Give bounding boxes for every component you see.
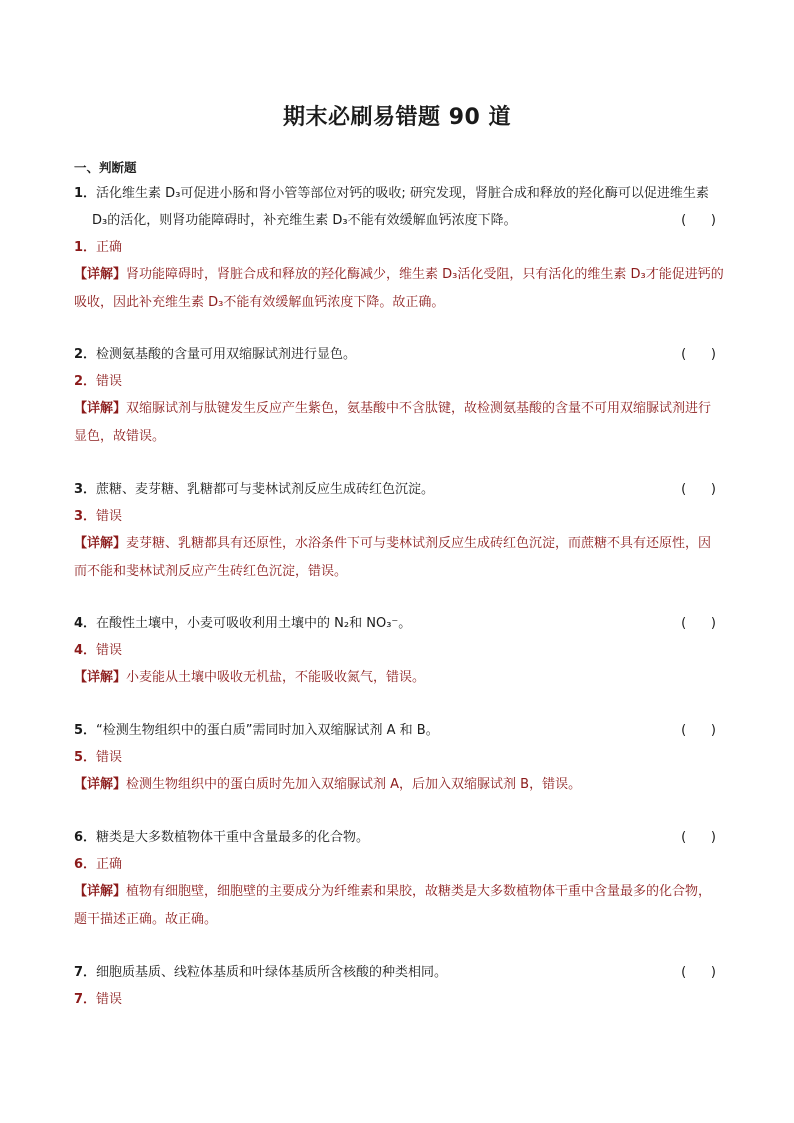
question-text: 检测氨基酸的含量可用双缩脲试剂进行显色。 [96, 347, 357, 362]
answer-number: 2． [74, 374, 97, 389]
question-3 [74, 476, 724, 503]
answer-text: 错误 [96, 992, 123, 1007]
question-text: 活化维生素 D₃可促进小肠和肾小管等部位对钙的吸收; 研究发现，肾脏合成和释放的羟化酶可以促进维生素 D₃的活化，则肾功能障碍时，补充维生素 D₃不能有效缓解血钙浓度下降。 [92, 186, 709, 228]
answer-text: 错误 [96, 750, 123, 765]
answer-number: 1． [74, 240, 97, 255]
question-6 [74, 824, 724, 851]
page-title: 期末必刷易错题 90 道 [283, 105, 511, 130]
question-number: 6． [74, 830, 97, 845]
answer-paren: ( ) [681, 482, 716, 497]
question-2 [74, 341, 724, 368]
answer-7 [74, 986, 724, 1013]
section-heading: 一、判断题 [74, 160, 137, 175]
answer-text: 错误 [96, 509, 123, 524]
question-block-1 [74, 180, 724, 317]
detail-text: 麦芽糖、乳糖都具有还原性，水浴条件下可与斐林试剂反应生成砖红色沉淀，而蔗糖不具有还原性，因而不能和斐林试剂反应产生砖红色沉淀，错误。 [74, 536, 712, 579]
answer-paren: ( ) [681, 830, 716, 845]
answer-paren: ( ) [681, 616, 716, 631]
detail-tag: 【详解】 [74, 777, 127, 792]
question-number: 4． [74, 616, 97, 631]
detail-text: 检测生物组织中的蛋白质时先加入双缩脲试剂 A，后加入双缩脲试剂 B，错误。 [126, 777, 582, 792]
question-number: 5． [74, 723, 97, 738]
answer-paren: ( ) [681, 965, 716, 980]
detail-6 [74, 878, 724, 934]
question-block-4 [74, 610, 724, 692]
detail-4 [74, 664, 724, 692]
answer-2 [74, 368, 724, 395]
question-number: 1． [74, 186, 97, 201]
question-5 [74, 717, 724, 744]
question-number: 3． [74, 482, 97, 497]
answer-6 [74, 851, 724, 878]
answer-paren: ( ) [681, 723, 716, 738]
detail-tag: 【详解】 [74, 536, 127, 551]
answer-number: 3． [74, 509, 97, 524]
question-text: “检测生物组织中的蛋白质”需同时加入双缩脲试剂 A 和 B。 [96, 723, 439, 738]
answer-paren: ( ) [681, 347, 716, 362]
detail-5 [74, 771, 724, 799]
answer-3 [74, 503, 724, 530]
question-block-6 [74, 824, 724, 934]
answer-text: 错误 [96, 374, 123, 389]
detail-2 [74, 395, 724, 451]
detail-tag: 【详解】 [74, 267, 127, 282]
question-block-3 [74, 476, 724, 586]
answer-5 [74, 744, 724, 771]
answer-number: 7． [74, 992, 97, 1007]
question-text: 细胞质基质、线粒体基质和叶绿体基质所含核酸的种类相同。 [96, 965, 448, 980]
detail-1 [74, 261, 724, 317]
detail-text: 双缩脲试剂与肽键发生反应产生紫色，氨基酸中不含肽键，故检测氨基酸的含量不可用双缩脲试剂进行显色，故错误。 [74, 401, 712, 444]
answer-number: 4． [74, 643, 97, 658]
question-number: 7． [74, 965, 97, 980]
detail-text: 植物有细胞壁，细胞壁的主要成分为纤维素和果胶，故糖类是大多数植物体干重中含量最多的化合物，题干描述正确。故正确。 [74, 884, 712, 927]
detail-tag: 【详解】 [74, 670, 127, 685]
question-4 [74, 610, 724, 637]
answer-text: 正确 [96, 240, 123, 255]
answer-text: 错误 [96, 643, 123, 658]
question-text: 在酸性土壤中，小麦可吸收利用土壤中的 N₂和 NO₃⁻。 [96, 616, 412, 631]
question-block-2 [74, 341, 724, 451]
question-text: 糖类是大多数植物体干重中含量最多的化合物。 [96, 830, 370, 845]
answer-paren: ( ) [681, 213, 716, 228]
detail-tag: 【详解】 [74, 884, 127, 899]
answer-1 [74, 234, 724, 261]
detail-text: 肾功能障碍时，肾脏合成和释放的羟化酶减少，维生素 D₃活化受阻，只有活化的维生素 D₃才能促进钙的吸收，因此补充维生素 D₃不能有效缓解血钙浓度下降。故正确。 [74, 267, 724, 310]
question-1 [74, 180, 724, 234]
answer-number: 6． [74, 857, 97, 872]
question-text: 蔗糖、麦芽糖、乳糖都可与斐林试剂反应生成砖红色沉淀。 [96, 482, 435, 497]
detail-tag: 【详解】 [74, 401, 127, 416]
answer-number: 5． [74, 750, 97, 765]
question-block-5 [74, 717, 724, 799]
detail-text: 小麦能从土壤中吸收无机盐，不能吸收氮气，错误。 [126, 670, 426, 685]
question-7 [74, 959, 724, 986]
answer-text: 正确 [96, 857, 123, 872]
detail-3 [74, 530, 724, 586]
answer-4 [74, 637, 724, 664]
question-number: 2． [74, 347, 97, 362]
question-block-7 [74, 959, 724, 1013]
